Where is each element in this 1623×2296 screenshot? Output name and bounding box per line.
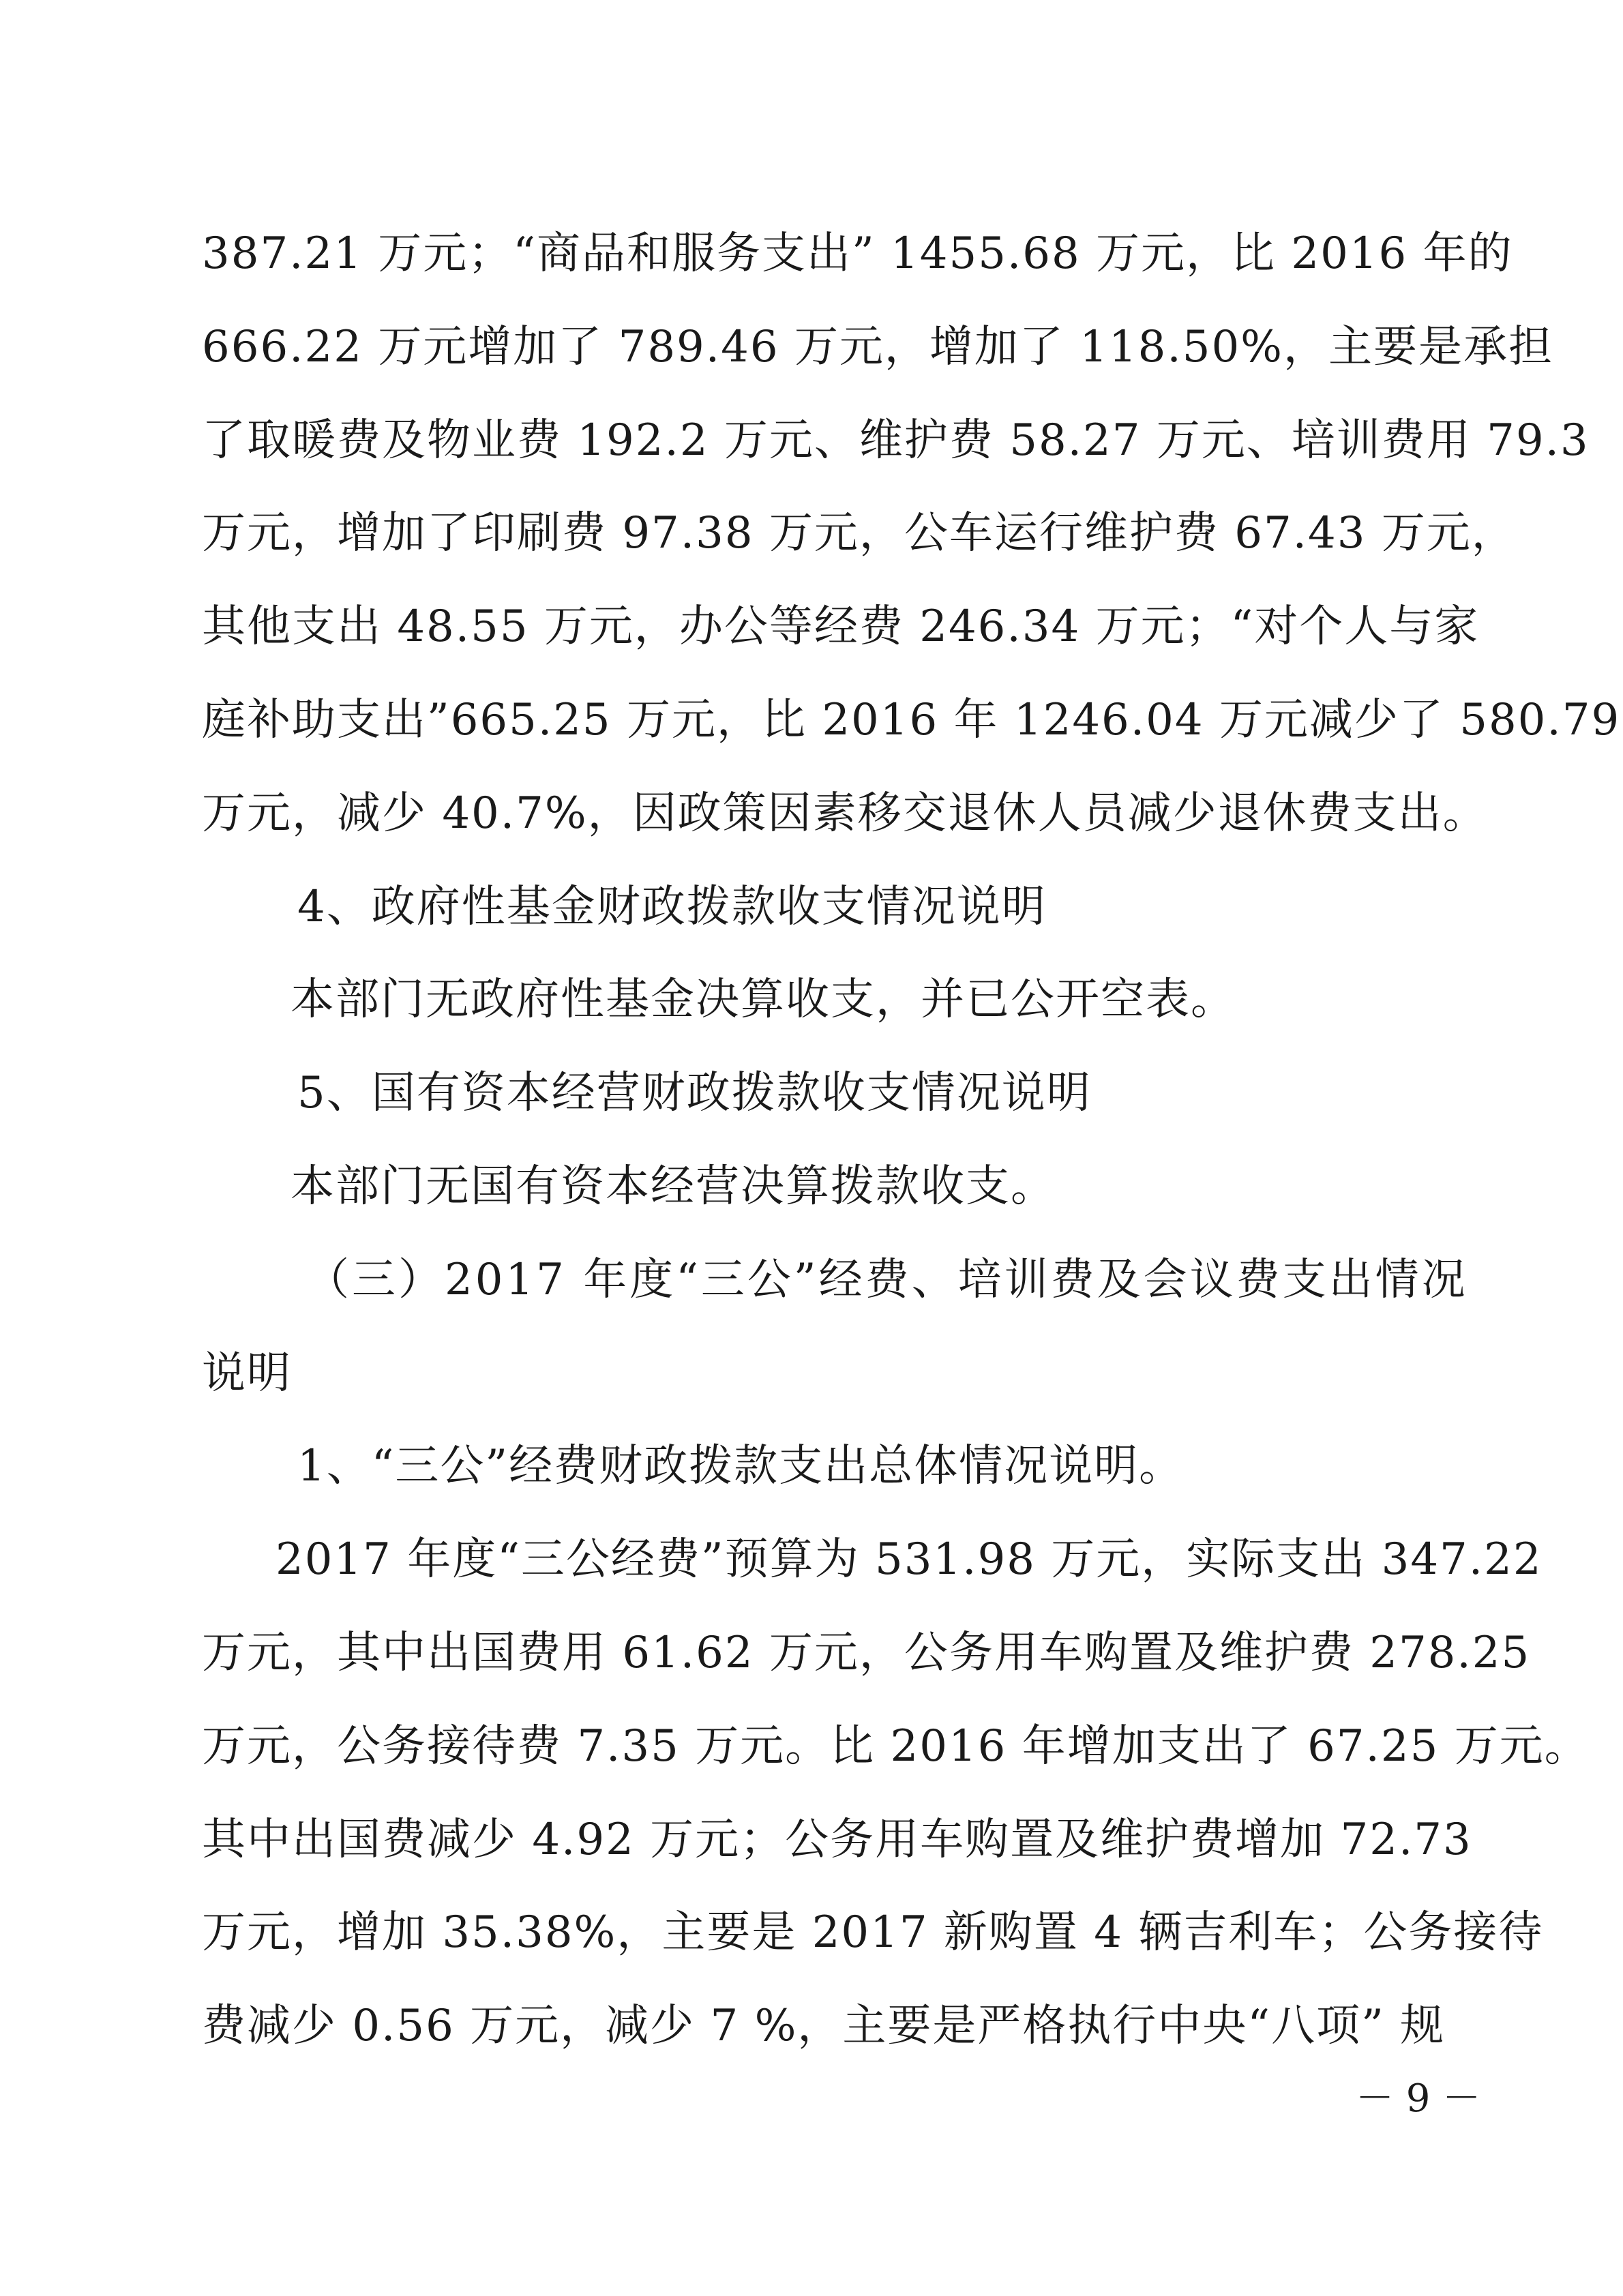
body-text-line: 666.22 万元增加了 789.46 万元，增加了 118.50%，主要是承担	[202, 322, 1553, 372]
body-text-line: 其中出国费减少 4.92 万元；公务用车购置及维护费增加 72.73	[202, 1815, 1472, 1865]
section-heading: 说明	[202, 1348, 292, 1399]
section-heading: （三）2017 年度“三公”经费、培训费及会议费支出情况	[306, 1255, 1468, 1305]
body-text-line: 2017 年度“三公经费”预算为 531.98 万元，实际支出 347.22	[276, 1534, 1543, 1585]
body-text-line: 了取暖费及物业费 192.2 万元、维护费 58.27 万元、培训费用 79.3	[202, 415, 1590, 466]
body-text-line: 万元，公务接待费 7.35 万元。比 2016 年增加支出了 67.25 万元。	[202, 1721, 1590, 1772]
body-text-line: 387.21 万元；“商品和服务支出” 1455.68 万元，比 2016 年的	[202, 228, 1513, 279]
body-text-line: 万元，其中出国费用 61.62 万元，公务用车购置及维护费 278.25	[202, 1628, 1531, 1678]
body-text-line: 万元，减少 40.7%，因政策因素移交退休人员减少退休费支出。	[202, 788, 1488, 839]
body-text-line: 万元，增加 35.38%，主要是 2017 新购置 4 辆吉利车；公务接待	[202, 1907, 1544, 1958]
page-number: － 9 －	[1356, 2076, 1481, 2121]
body-text-line: 本部门无政府性基金决算收支，并已公开空表。	[291, 974, 1236, 1025]
section-heading: 4、政府性基金财政拨款收支情况说明	[297, 882, 1047, 932]
body-text-line: 其他支出 48.55 万元，办公等经费 246.34 万元；“对个人与家	[202, 601, 1480, 652]
section-heading: 5、国有资本经营财政拨款收支情况说明	[297, 1068, 1092, 1118]
body-text-line: 万元，增加了印刷费 97.38 万元，公车运行维护费 67.43 万元，	[202, 508, 1517, 558]
subsection-heading: 1、“三公”经费财政拨款支出总体情况说明。	[297, 1441, 1185, 1491]
body-text-line: 庭补助支出”665.25 万元，比 2016 年 1246.04 万元减少了 580.79	[202, 695, 1621, 745]
body-text-line: 本部门无国有资本经营决算拨款收支。	[291, 1161, 1056, 1212]
body-text-line: 费减少 0.56 万元，减少 7 %，主要是严格执行中央“八项” 规	[202, 2001, 1446, 2051]
